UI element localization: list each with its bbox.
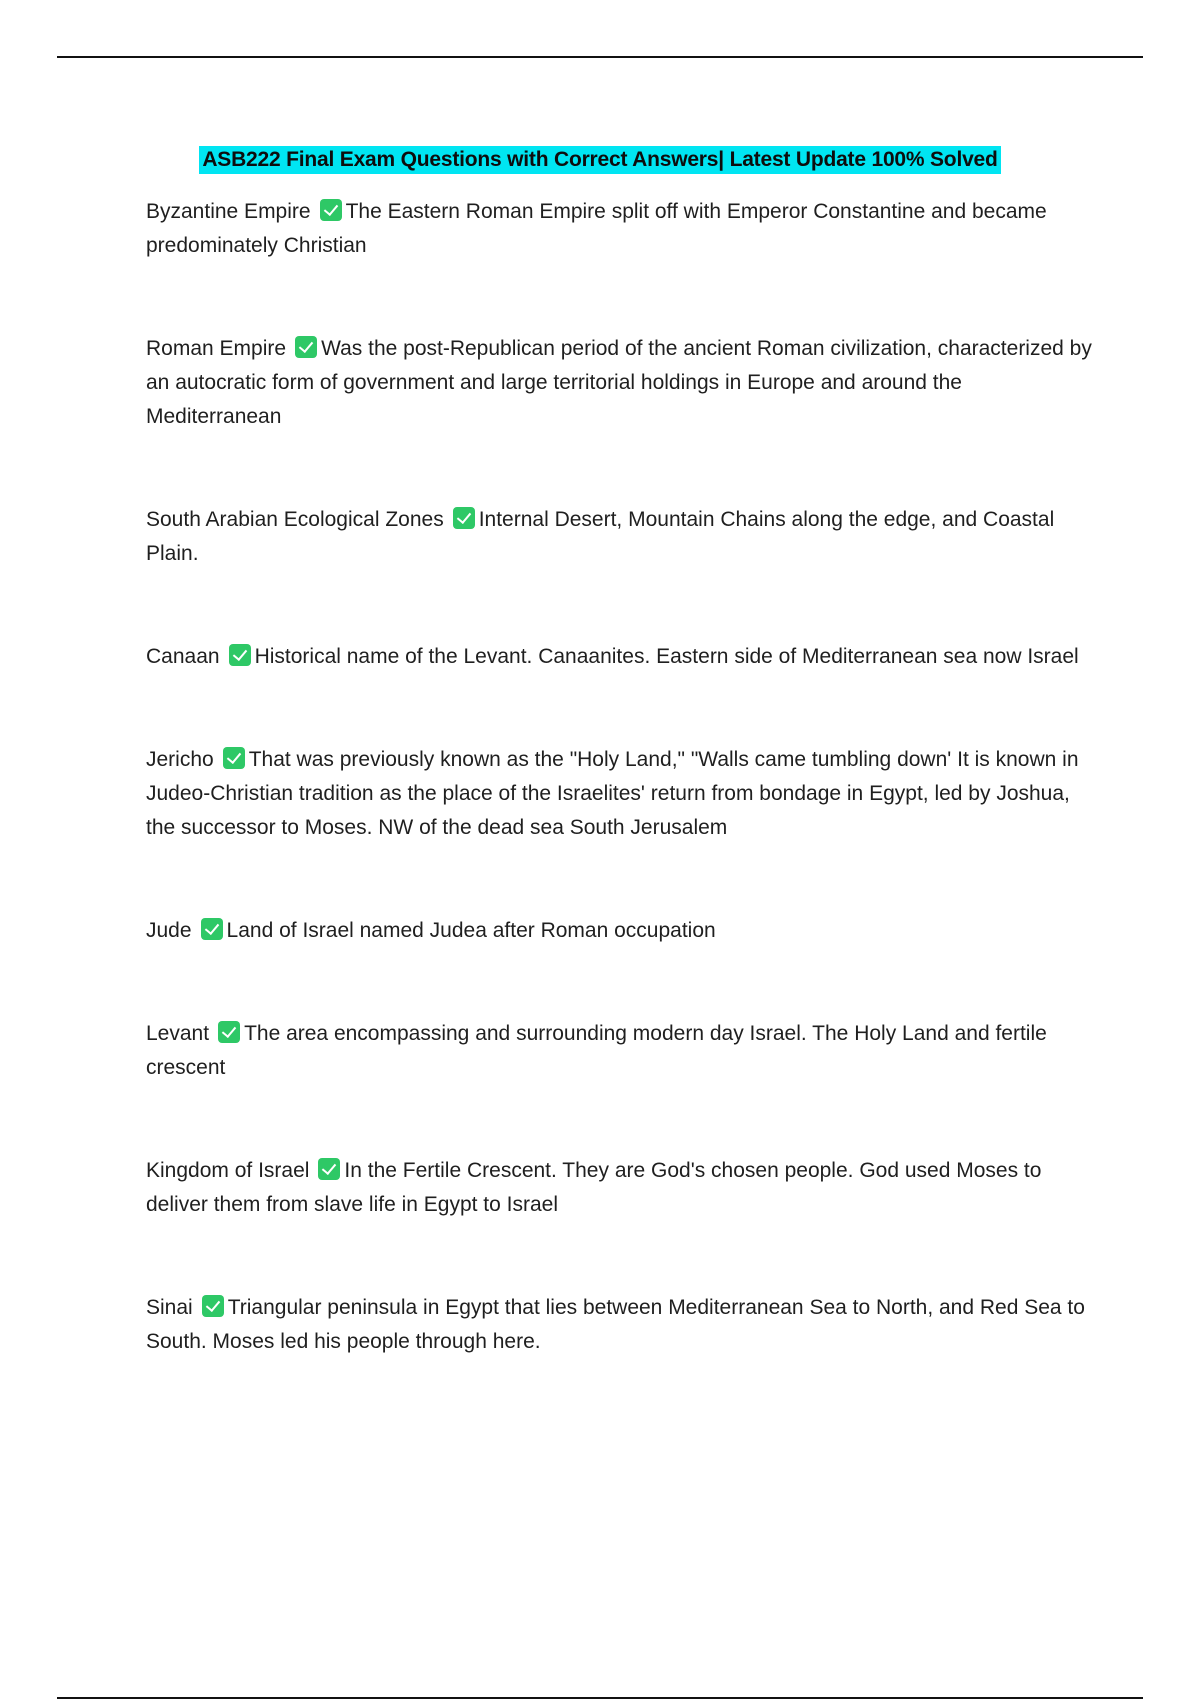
list-item [146,1291,1096,1359]
check-mark-icon [223,747,245,769]
check-mark-icon [201,918,223,940]
list-item [146,640,1096,674]
list-item [146,332,1096,434]
list-item [146,743,1096,845]
top-rule [57,56,1143,58]
entry-definition: In the Fertile Crescent. They are God's chosen people. God used Moses to deliver them from slave life in Egypt to Israel [146,1159,1042,1216]
check-mark-icon [318,1158,340,1180]
entry-definition: That was previously known as the "Holy Land," "Walls came tumbling down' It is known in Judeo-Christian tradition as the place of the Israelites' return from bondage in Egypt, led by Joshua, the successor to Moses. NW of the dead sea South Jerusalem [146,748,1079,839]
entry-term: Byzantine Empire [146,200,311,223]
check-mark-icon [218,1021,240,1043]
list-item [146,914,1096,948]
title-container [0,146,1200,174]
entry-definition: Triangular peninsula in Egypt that lies between Mediterranean Sea to North, and Red Sea to South. Moses led his people through here. [146,1296,1085,1353]
entry-definition: Internal Desert, Mountain Chains along the edge, and Coastal Plain. [146,508,1055,565]
check-mark-icon [202,1295,224,1317]
entry-definition: Historical name of the Levant. Canaanites. Eastern side of Mediterranean sea now Israel [254,645,1079,668]
list-item [146,195,1096,263]
check-mark-icon [320,199,342,221]
entry-term: Jude [146,919,192,942]
document-title: ASB222 Final Exam Questions with Correct Answers| Latest Update 100% Solved [199,146,1000,174]
check-mark-icon [229,644,251,666]
entry-term: Canaan [146,645,220,668]
entry-term: Levant [146,1022,210,1045]
entries-list [146,195,1096,1359]
check-mark-icon [453,507,475,529]
entry-definition: The Eastern Roman Empire split off with Emperor Constantine and became predominately Christian [146,200,1047,257]
bottom-rule [57,1697,1143,1699]
check-mark-icon [295,336,317,358]
entry-term: Kingdom of Israel [146,1159,310,1182]
entry-definition: Was the post-Republican period of the ancient Roman civilization, characterized by an autocratic form of government and large territorial holdings in Europe and around the Mediterranean [146,337,1092,428]
list-item [146,1154,1096,1222]
entry-term: Roman Empire [146,337,287,360]
list-item [146,1017,1096,1085]
entry-term: South Arabian Ecological Zones [146,508,444,531]
list-item [146,503,1096,571]
entry-term: Sinai [146,1296,193,1319]
entry-definition: Land of Israel named Judea after Roman occupation [226,919,716,942]
entry-term: Jericho [146,748,214,771]
entry-definition: The area encompassing and surrounding modern day Israel. The Holy Land and fertile crescent [146,1022,1047,1079]
